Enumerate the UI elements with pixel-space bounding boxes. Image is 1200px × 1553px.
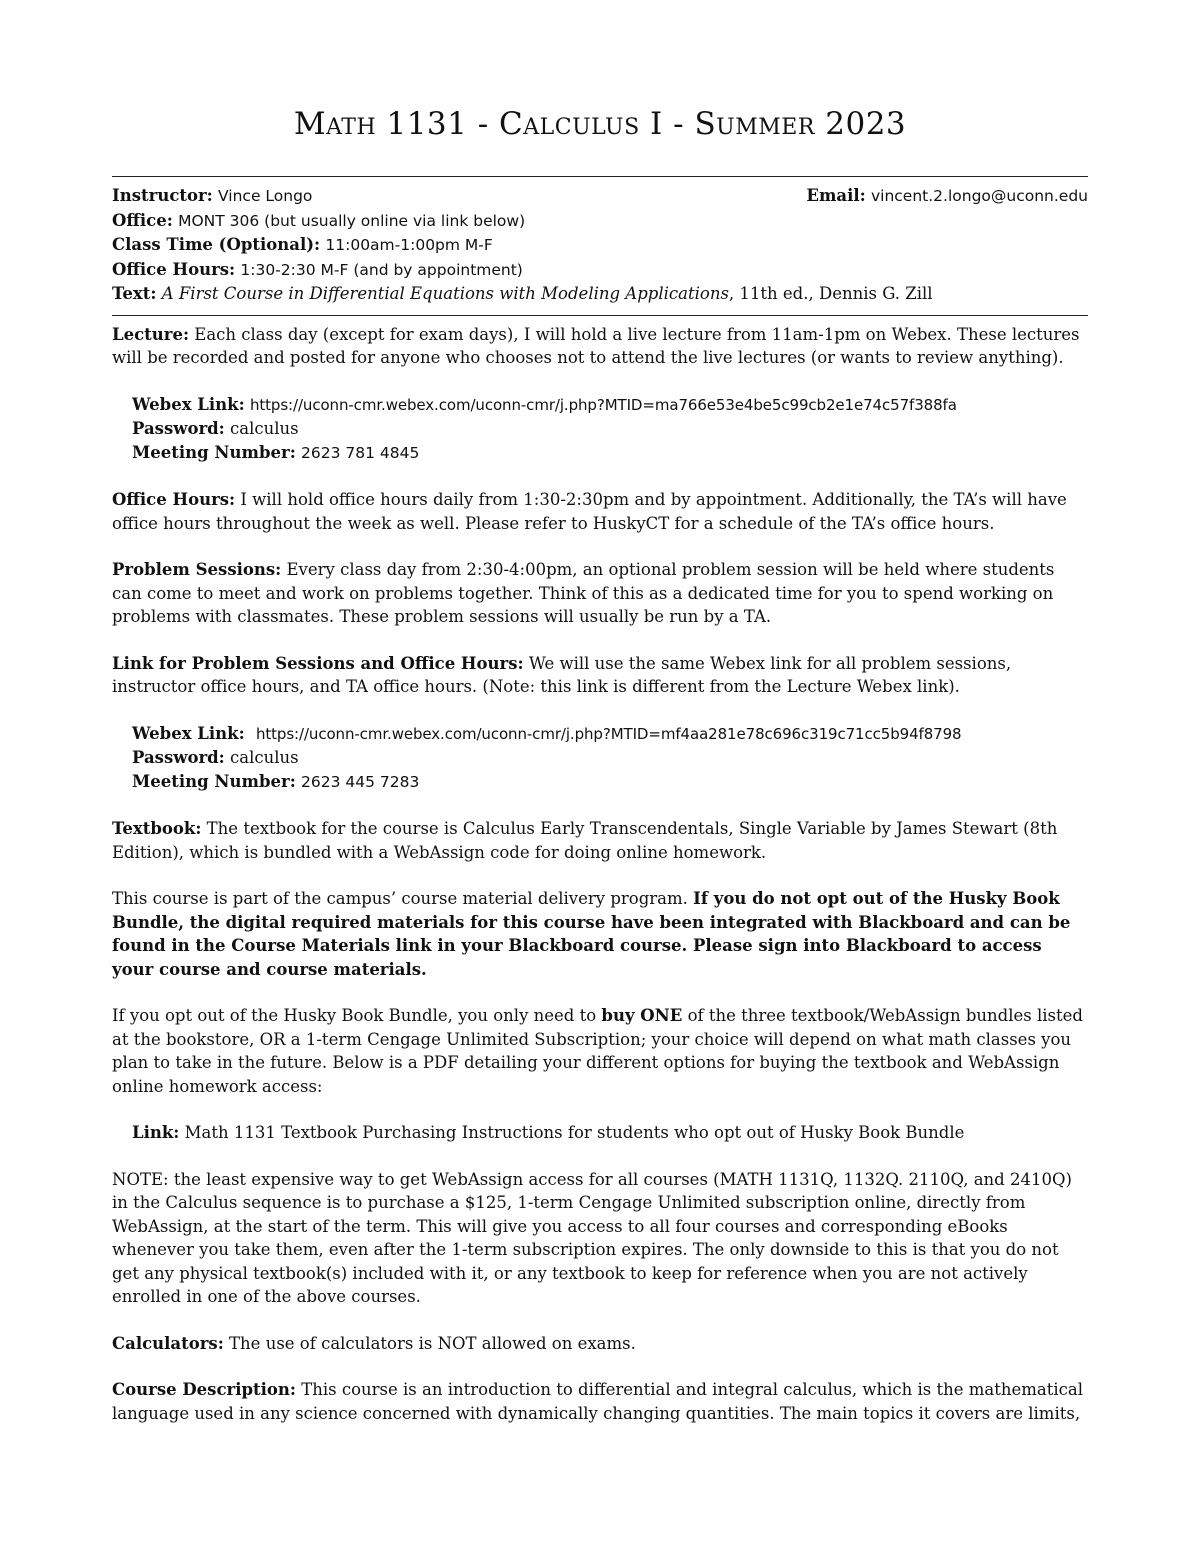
instructor-row xyxy=(112,184,1088,209)
header-bottom-rule xyxy=(112,315,1088,316)
course-description-label: Course Description: xyxy=(112,1380,296,1399)
problem-webex-line xyxy=(132,722,1088,747)
link-problem-paragraph xyxy=(112,652,1088,699)
lecture-meeting-line xyxy=(132,441,1088,466)
problem-meeting-value: 2623 445 7283 xyxy=(301,772,420,791)
lecture-password-label: Password: xyxy=(132,419,225,438)
link-problem-body: We will use the same Webex link for all problem sessions, instructor office hours, and TA office hours. (Note: this link is different from the Lecture Webex link). xyxy=(112,653,1012,696)
office-hours-line xyxy=(112,258,1088,283)
opt-out-bold: buy ONE xyxy=(601,1006,683,1025)
course-info-header xyxy=(112,177,1088,315)
lecture-paragraph xyxy=(112,323,1088,370)
email-label: Email: xyxy=(806,186,866,205)
lecture-password-line xyxy=(132,417,1088,441)
problem-password-value: calculus xyxy=(230,748,299,767)
text-label: Text: xyxy=(112,284,157,303)
office-value: MONT 306 (but usually online via link below) xyxy=(178,211,526,230)
instructor-value: Vince Longo xyxy=(218,187,313,205)
office-hours-section-label: Office Hours: xyxy=(112,490,236,509)
calculators-paragraph xyxy=(112,1332,1088,1356)
office-hours-label: Office Hours: xyxy=(112,259,236,279)
office-line xyxy=(112,209,1088,234)
problem-password-line xyxy=(132,746,1088,770)
problem-meeting-line xyxy=(132,770,1088,795)
problem-sessions-paragraph xyxy=(112,558,1088,629)
delivery-bold: If you do not opt out of the Husky Book Bundle, the digital required materials for this course have been integrated with Blackboard and can be found in the Course Materials link in your Blackboard course. Please sign into Blackboard to access your course and course materials. xyxy=(112,889,1071,979)
text-line xyxy=(112,282,1088,306)
class-time-label: Class Time (Optional): xyxy=(112,235,321,254)
link-problem-label: Link for Problem Sessions and Office Hours: xyxy=(112,653,524,673)
textbook-body: The textbook for the course is Calculus Early Transcendentals, Single Variable by James Stewart (8th Edition), which is bundled with a WebAssign code for doing online homework. xyxy=(112,819,1058,862)
textbook-paragraph xyxy=(112,817,1088,864)
note-body: NOTE: the least expensive way to get WebAssign access for all courses (MATH 1131Q, 1132Q. 2110Q, and 2410Q) in the Calculus sequence is to purchase a $125, 1-term Cengage Unlimited subscription online, directly from WebAssign, at the start of the term. This will give you access to all four courses and corresponding eBooks whenever you take them, even after the 1-term subscription expires. The only downside to this is that you do not get any physical textbook(s) included with it, or any textbook to keep for reference when you are not actively enrolled in one of the above courses. xyxy=(112,1169,1072,1306)
problem-webex-link[interactable]: https://uconn-cmr.webex.com/uconn-cmr/j.php?MTID=mf4aa281e78c696c319c71cc5b94f8798 xyxy=(255,724,962,743)
class-time-value: 11:00am-1:00pm M-F xyxy=(325,236,493,254)
note-paragraph xyxy=(112,1168,1088,1309)
problem-sessions-label: Problem Sessions: xyxy=(112,560,282,579)
opt-out-pre: If you opt out of the Husky Book Bundle, you only need to xyxy=(112,1006,597,1025)
office-hours-value: 1:30-2:30 M-F (and by appointment) xyxy=(240,260,523,279)
instructor-line xyxy=(112,184,312,209)
problem-password-label: Password: xyxy=(132,748,225,767)
lecture-webex-link[interactable]: https://uconn-cmr.webex.com/uconn-cmr/j.php?MTID=ma766e53e4be5c99cb2e1e74c57f388fa xyxy=(249,395,957,414)
calculators-body: The use of calculators is NOT allowed on exams. xyxy=(229,1333,636,1353)
syllabus-page xyxy=(112,100,1088,1448)
purchasing-link-label: Link: xyxy=(132,1123,180,1142)
office-label: Office: xyxy=(112,210,173,230)
delivery-paragraph xyxy=(112,887,1088,981)
purchasing-link-block xyxy=(112,1121,1088,1145)
delivery-plain: This course is part of the campus’ course material delivery program. xyxy=(112,889,688,908)
textbook-label: Textbook: xyxy=(112,819,202,838)
calculators-label: Calculators: xyxy=(112,1333,224,1353)
office-hours-body: I will hold office hours daily from 1:30-2:30pm and by appointment. Additionally, the TA’s will have office hours throughout the week as well. Please refer to HuskyCT for a schedule of the TA’s office hours. xyxy=(112,490,1067,533)
office-hours-paragraph xyxy=(112,488,1088,535)
lecture-webex-block xyxy=(112,393,1088,466)
lecture-body: Each class day (except for exam days), I will hold a live lecture from 11am-1pm on Webex. These lectures will be recorded and posted for anyone who chooses not to attend the live lectures (or wants to review anything). xyxy=(112,324,1080,367)
lecture-label: Lecture: xyxy=(112,324,190,344)
problem-webex-block xyxy=(112,722,1088,795)
problem-sessions-body: Every class day from 2:30-4:00pm, an optional problem session will be held where students can come to meet and work on problems together. Think of this as a dedicated time for you to spend working on problems with classmates. These problem sessions will usually be run by a TA. xyxy=(112,560,1055,626)
email-line xyxy=(806,184,1088,209)
text-rest: , 11th ed., Dennis G. Zill xyxy=(728,284,933,303)
lecture-webex-line xyxy=(132,393,1088,418)
class-time-line xyxy=(112,233,1088,258)
email-value[interactable]: vincent.2.longo@uconn.edu xyxy=(870,187,1088,205)
problem-webex-label: Webex Link: xyxy=(132,723,245,743)
lecture-meeting-value: 2623 781 4845 xyxy=(301,443,420,462)
opt-out-paragraph xyxy=(112,1004,1088,1098)
lecture-password-value: calculus xyxy=(230,419,299,438)
purchasing-link-line xyxy=(132,1121,1088,1145)
course-description-paragraph xyxy=(112,1378,1088,1425)
course-description-body: This course is an introduction to differential and integral calculus, which is the mathematical language used in any science concerned with dynamically changing quantities. The main topics it covers are limits, xyxy=(112,1380,1084,1423)
problem-meeting-label: Meeting Number: xyxy=(132,771,296,791)
text-title: A First Course in Differential Equations with Modeling Applications xyxy=(161,284,729,303)
page-title: Math 1131 - Calculus I - Summer 2023 xyxy=(293,106,907,142)
instructor-label: Instructor: xyxy=(112,186,213,205)
purchasing-link[interactable]: Math 1131 Textbook Purchasing Instructions for students who opt out of Husky Book Bundle xyxy=(184,1123,965,1142)
lecture-meeting-label: Meeting Number: xyxy=(132,442,296,462)
opt-out-post: of the three textbook/WebAssign bundles listed at the bookstore, OR a 1-term Cengage Unlimited Subscription; your choice will depend on what math classes you plan to take in the future. Below is a PDF detailing your different options for buying the textbook and WebAssign online homework access: xyxy=(112,1006,1083,1096)
lecture-webex-label: Webex Link: xyxy=(132,394,245,414)
